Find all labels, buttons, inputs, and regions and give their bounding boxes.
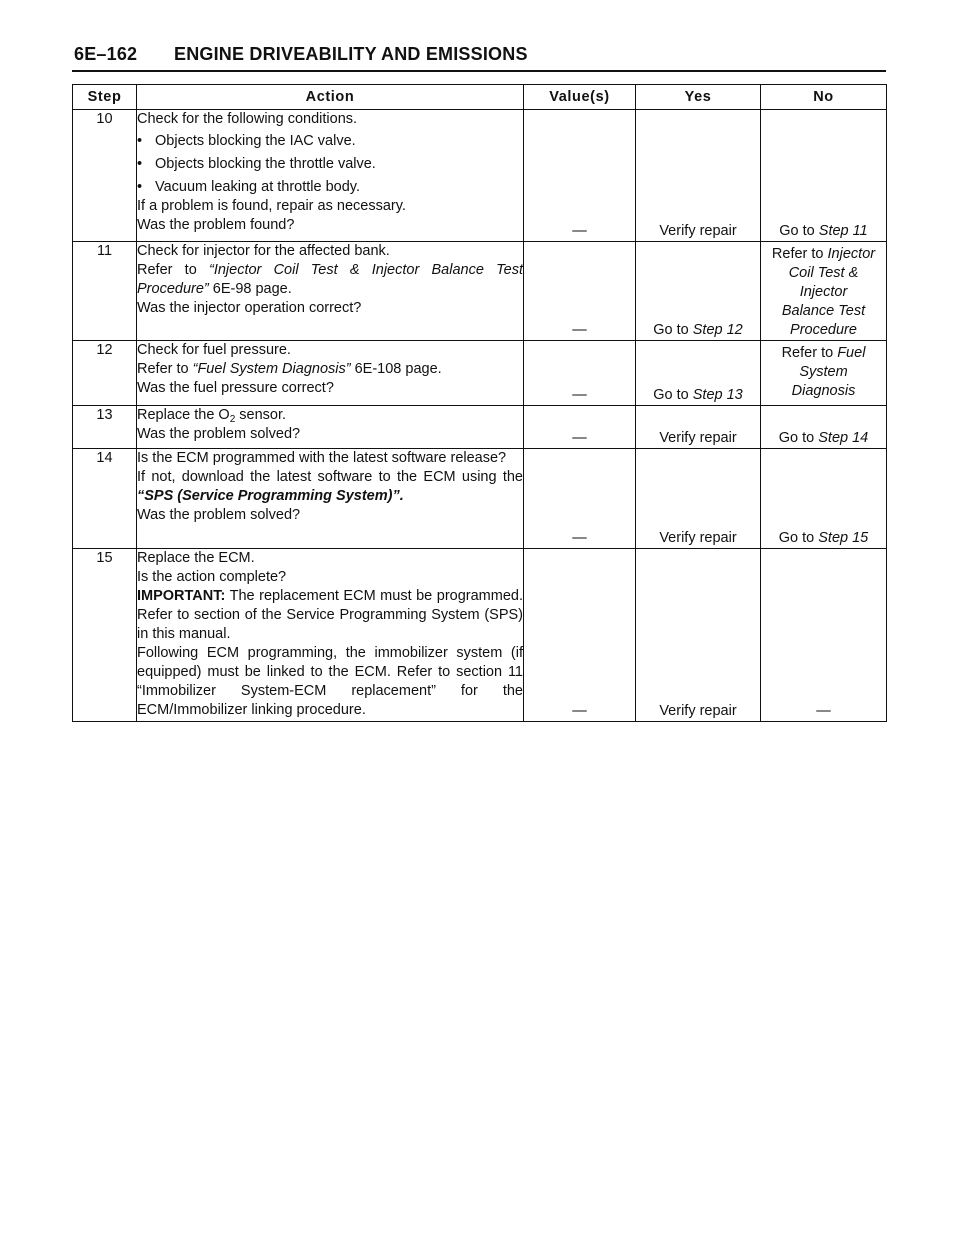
step-reference: Step 15 (818, 530, 869, 546)
value-cell: — (524, 242, 636, 341)
step-number: 12 (73, 341, 137, 406)
diagnostic-table (72, 84, 887, 722)
no-cell: Refer to Injector Coil Test & Injector Balance Test Procedure (761, 242, 887, 341)
value-cell: — (524, 341, 636, 406)
no-cell: Go to Step 11 (761, 110, 887, 242)
action-text: Check for the following conditions. (137, 111, 358, 127)
action-cell (137, 242, 524, 341)
action-text: Refer to “Injector Coil Test & Injector Balance Test Procedure” 6E-98 page. (137, 262, 523, 297)
procedure-reference: “Injector Coil Test & Injector Balance Test Procedure” (137, 262, 523, 297)
column-header-yes: Yes (636, 85, 761, 110)
yes-cell: Verify repair (636, 549, 761, 722)
value-cell: — (524, 406, 636, 449)
action-cell (137, 341, 524, 406)
bullet-item: • Objects blocking the throttle valve. (137, 156, 376, 172)
page-number: 6E–162 (74, 44, 138, 64)
column-header-step: Step (73, 85, 137, 110)
page-header (74, 44, 886, 65)
yes-cell: Verify repair (636, 449, 761, 549)
action-text: If a problem is found, repair as necessary. (137, 198, 406, 214)
bullet-item: • Vacuum leaking at throttle body. (137, 179, 360, 195)
step-number: 14 (73, 449, 137, 549)
step-reference: Step 13 (692, 387, 743, 403)
bullet-item: • Objects blocking the IAC valve. (137, 133, 356, 149)
step-number: 15 (73, 549, 137, 722)
action-cell (137, 406, 524, 449)
action-text: Replace the $O_2$ sensor. (137, 407, 287, 425)
yes-cell: Verify repair (636, 110, 761, 242)
yes-cell: Go to Step 13 (636, 341, 761, 406)
yes-cell: Verify repair (636, 406, 761, 449)
step-number: 13 (73, 406, 137, 449)
action-text: Refer to “Fuel System Diagnosis” 6E-108 page. (137, 361, 442, 377)
value-cell: — (524, 110, 636, 242)
action-question: Was the problem solved? (137, 507, 301, 523)
action-text: Following ECM programming, the immobilizer system (if equipped) must be linked to the ECM. Refer to section 11 “Immobilizer System-ECM replacement” for the ECM/Immobilizer linking procedure. (137, 645, 523, 718)
step-number: 10 (73, 110, 137, 242)
header-rule (72, 70, 886, 72)
column-header-action: Action (137, 85, 524, 110)
table-row (73, 549, 887, 722)
no-cell: Go to Step 15 (761, 449, 887, 549)
action-text: Check for injector for the affected bank. (137, 243, 390, 259)
action-text: Replace the ECM. (137, 550, 255, 566)
action-cell (137, 110, 524, 242)
action-text: Is the ECM programmed with the latest software release? (137, 450, 507, 466)
no-cell: Go to Step 14 (761, 406, 887, 449)
column-header-no: No (761, 85, 887, 110)
important-note: IMPORTANT: The replacement ECM must be programmed. Refer to section of the Service Programming System (SPS) in this manual. (137, 588, 523, 642)
value-cell: — (524, 449, 636, 549)
step-reference: Step 14 (818, 430, 869, 446)
column-header-values: Value(s) (524, 85, 636, 110)
action-text: If not, download the latest software to the ECM using the “SPS (Service Programming System)”. (137, 469, 523, 504)
value-cell: — (524, 549, 636, 722)
action-question: Was the problem solved? (137, 426, 301, 442)
table-row (73, 110, 887, 242)
page-title: ENGINE DRIVEABILITY AND EMISSIONS (174, 44, 528, 64)
table-row (73, 406, 887, 449)
procedure-reference: “Fuel System Diagnosis” (192, 361, 351, 377)
table-header-row (73, 85, 887, 110)
action-question: Was the injector operation correct? (137, 300, 362, 316)
no-cell: — (761, 549, 887, 722)
important-label: IMPORTANT: (137, 588, 226, 604)
action-question: Was the fuel pressure correct? (137, 380, 334, 396)
table-row (73, 341, 887, 406)
table-row (73, 242, 887, 341)
table-row (73, 449, 887, 549)
action-cell (137, 549, 524, 722)
step-reference: Step 11 (818, 223, 868, 239)
procedure-reference: “SPS (Service Programming System)”. (137, 488, 404, 504)
step-reference: Step 12 (692, 322, 743, 338)
yes-cell: Go to Step 12 (636, 242, 761, 341)
action-question: Is the action complete? (137, 569, 287, 585)
no-cell: Refer to Fuel System Diagnosis (761, 341, 887, 406)
action-question: Was the problem found? (137, 217, 295, 233)
action-cell (137, 449, 524, 549)
action-text: Check for fuel pressure. (137, 342, 291, 358)
step-number: 11 (73, 242, 137, 341)
